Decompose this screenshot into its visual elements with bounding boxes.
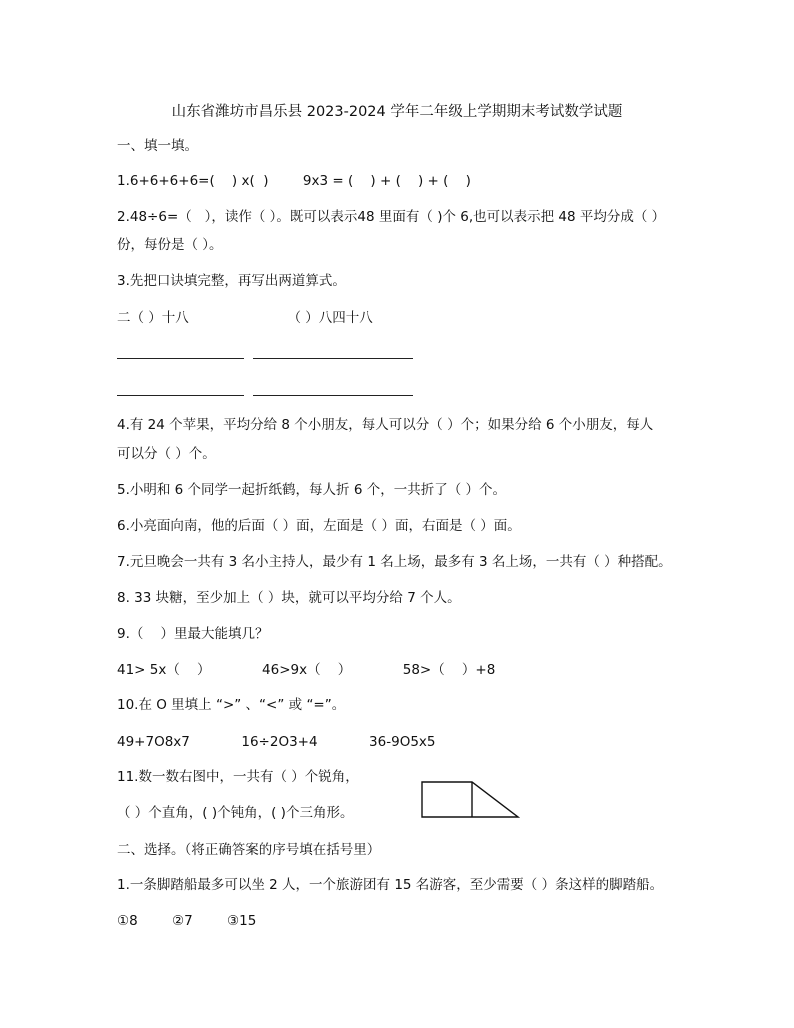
question-3-rhymes: 二（ ）十八 （ ）八四十八 bbox=[117, 310, 373, 326]
question-6: 6.小亮面向南，他的后面（ ）面，左面是（ ）面，右面是（ ）面。 bbox=[117, 518, 521, 534]
question-9: 9.（ ）里最大能填几？ bbox=[117, 626, 269, 642]
answer-blank bbox=[253, 395, 413, 396]
trapezoid-figure bbox=[420, 780, 520, 820]
answer-blank bbox=[253, 358, 413, 359]
section-2-heading: 二、选择。（将正确答案的序号填在括号里） bbox=[117, 842, 381, 858]
question-7: 7.元旦晚会一共有 3 名小主持人，最少有 1 名上场，最多有 3 名上场，一共有（ ）种搭配。 bbox=[117, 554, 672, 570]
question-2-line-1: 2.48÷6=（ ），读作（ ）。既可以表示48 里面有（ )个 6,也可以表示把 48 平均分成（ ） bbox=[117, 209, 666, 225]
question-10: 10.在 O 里填上 “>” 、“<” 或 “=”。 bbox=[117, 697, 346, 713]
choice-question-1-options: ①8 ②7 ③15 bbox=[117, 913, 257, 929]
question-3: 3.先把口诀填完整，再写出两道算式。 bbox=[117, 273, 346, 289]
choice-question-1: 1.一条脚踏船最多可以坐 2 人，一个旅游团有 15 名游客，至少需要（ ）条这样的脚踏船。 bbox=[117, 877, 664, 893]
question-10-items: 49+7O8x7 16÷2O3+4 36-9O5x5 bbox=[117, 734, 436, 750]
question-5: 5.小明和 6 个同学一起折纸鹤，每人折 6 个，一共折了（ ）个。 bbox=[117, 482, 507, 498]
page-title: 山东省潍坊市昌乐县 2023-2024 学年二年级上学期期末考试数学试题 bbox=[171, 104, 623, 120]
section-1-heading: 一、填一填。 bbox=[117, 138, 198, 154]
question-9-items: 41> 5x（ ） 46>9x（ ） 58>（ ）+8 bbox=[117, 662, 496, 678]
question-11-line-2: （ ）个直角，( )个钝角，( )个三角形。 bbox=[117, 805, 354, 821]
question-8: 8. 33 块糖，至少加上（ ）块，就可以平均分给 7 个人。 bbox=[117, 590, 461, 606]
question-1: 1.6+6+6+6=( ) x( ) 9x3 = ( ) + ( ) + ( ) bbox=[117, 173, 471, 189]
question-4-line-2: 可以分（ ）个。 bbox=[117, 446, 216, 462]
question-4-line-1: 4.有 24 个苹果，平均分给 8 个小朋友，每人可以分（ ）个；如果分给 6 个小朋友，每人 bbox=[117, 417, 654, 433]
question-2-line-2: 份，每份是（ ）。 bbox=[117, 237, 223, 253]
answer-blank bbox=[117, 358, 244, 359]
answer-blank bbox=[117, 395, 244, 396]
question-11-line-1: 11.数一数右图中，一共有（ ）个锐角， bbox=[117, 769, 359, 785]
